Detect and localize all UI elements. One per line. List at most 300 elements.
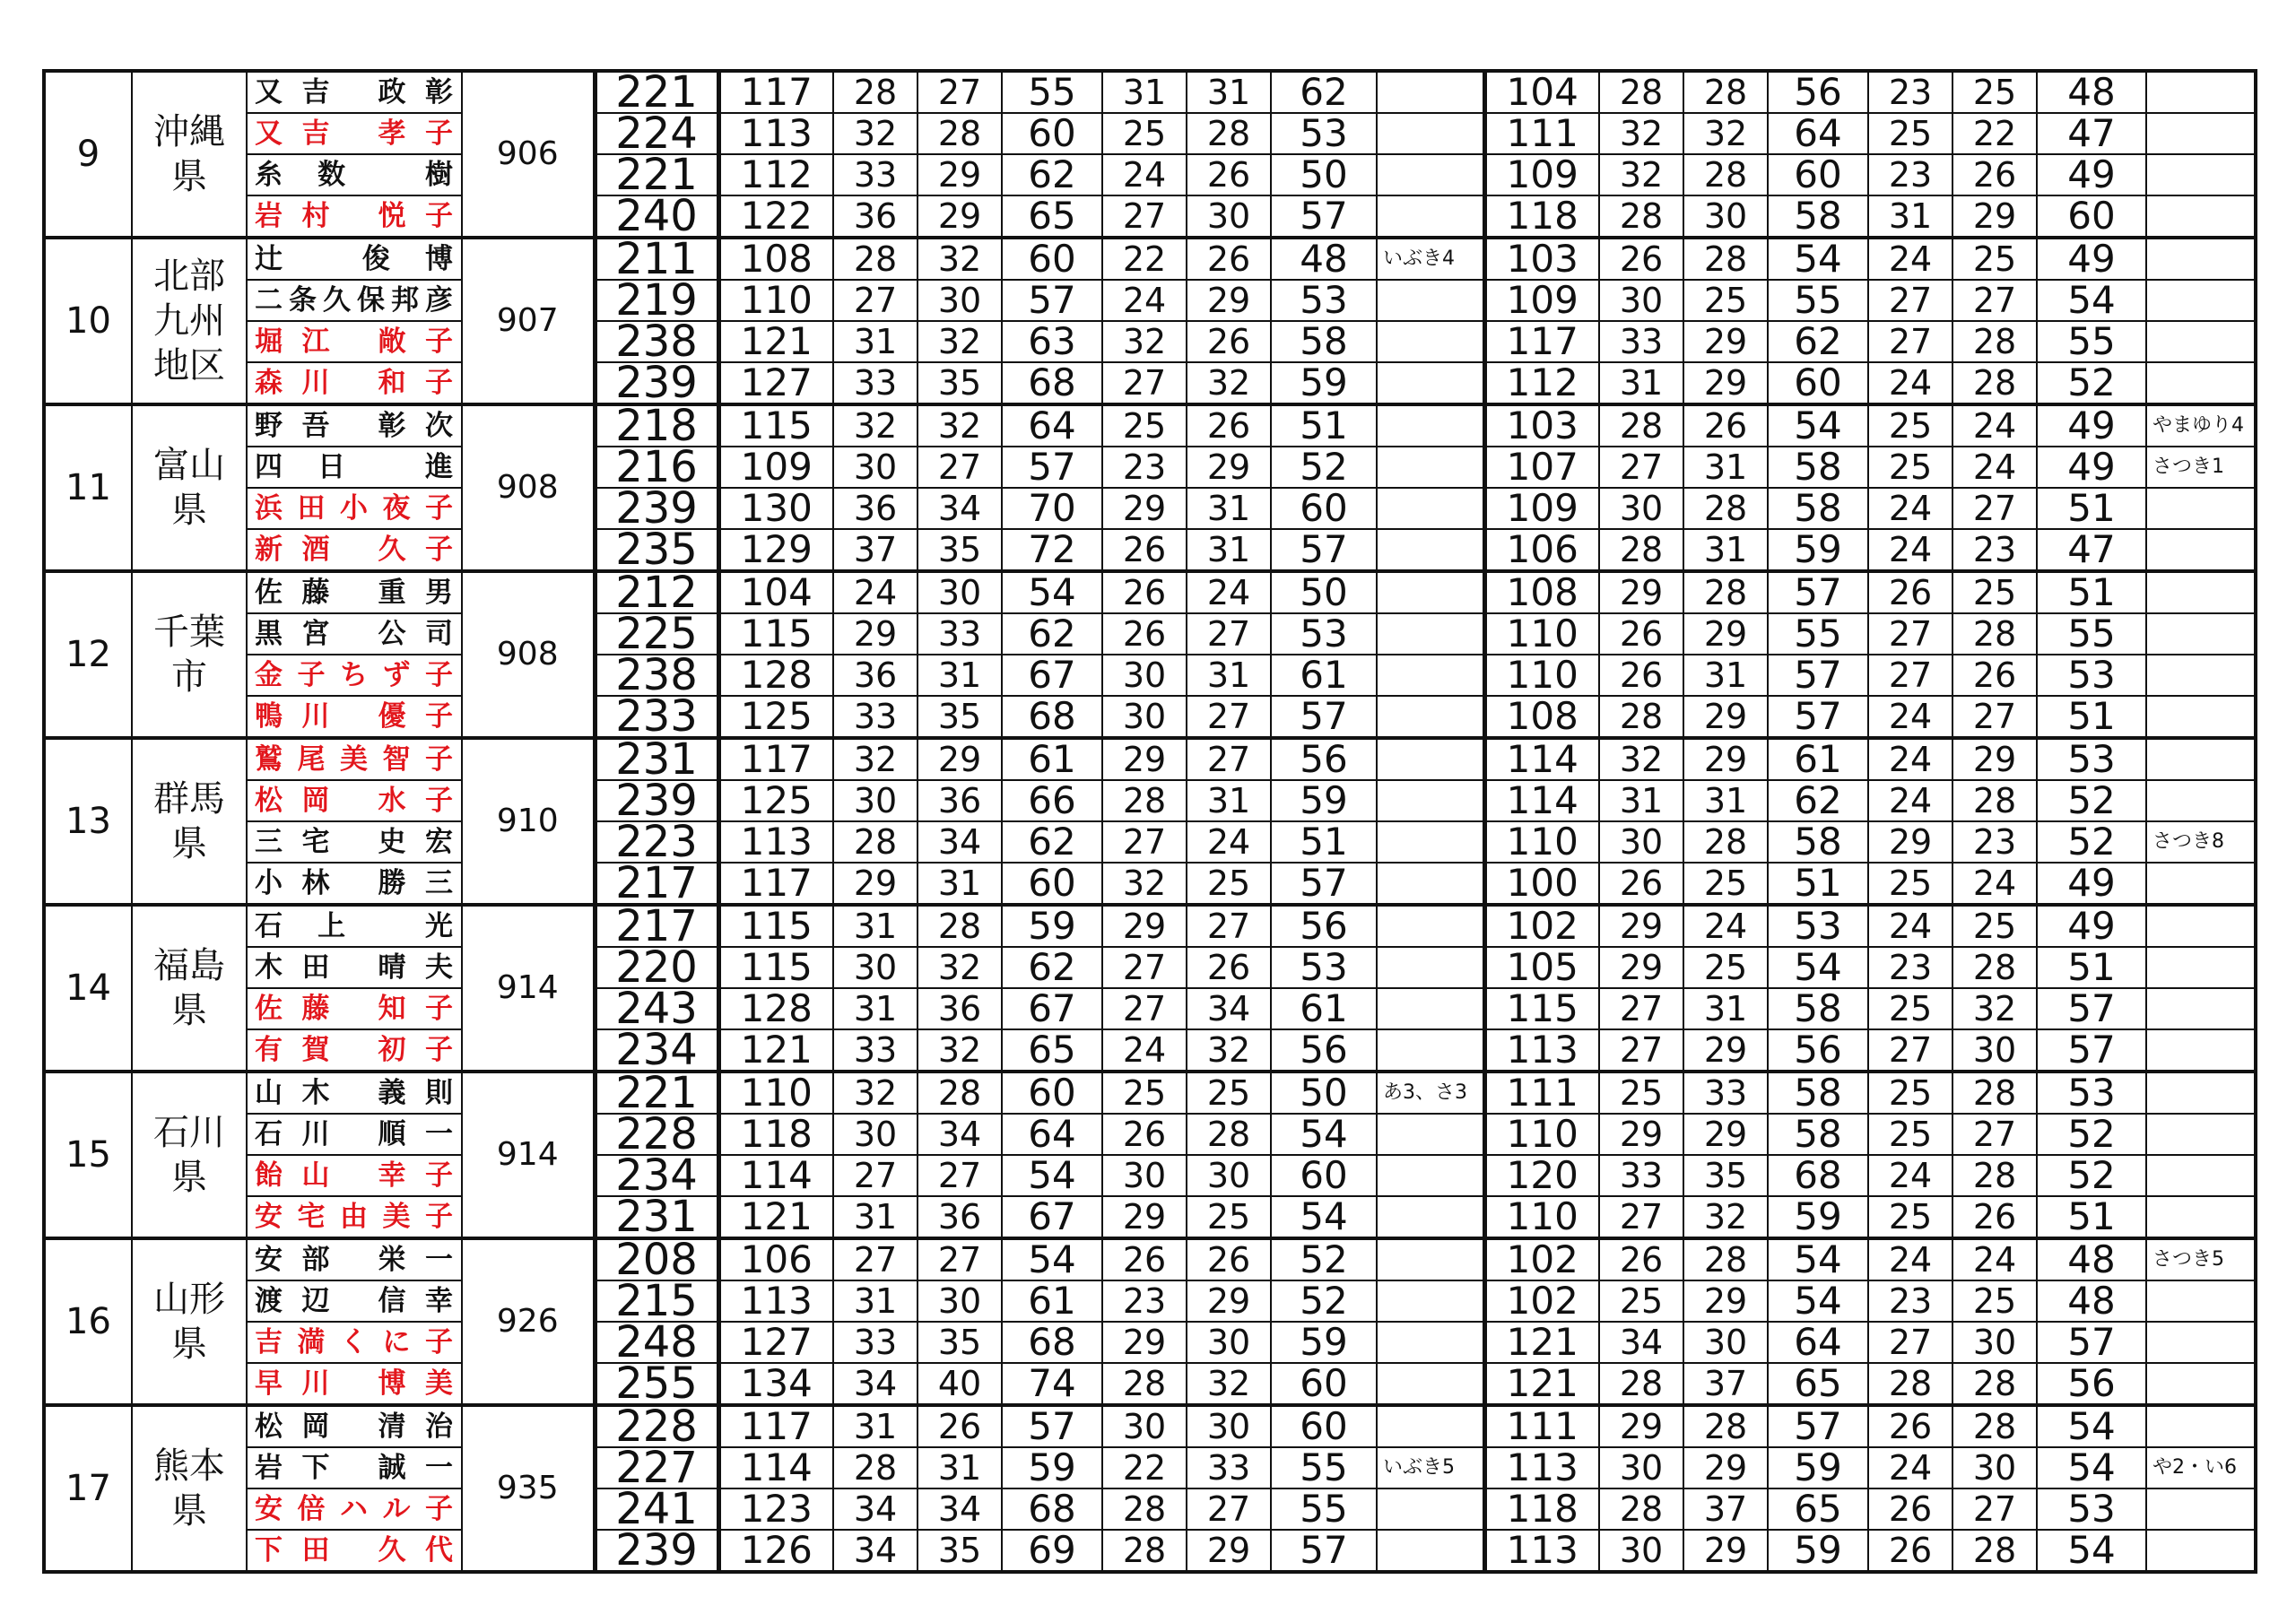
round2-subtotal: 49 (2037, 404, 2146, 447)
round1-subtotal: 62 (1002, 821, 1102, 863)
player-total: 243 (595, 988, 718, 1029)
round1-score: 30 (1102, 1405, 1187, 1447)
player-name: 堀江 敞子 (247, 321, 462, 362)
round1-subtotal: 54 (1002, 1238, 1102, 1280)
round1-score: 28 (1102, 780, 1187, 821)
round2-score: 26 (1599, 613, 1683, 655)
round2-total: 111 (1484, 1405, 1599, 1447)
table-row (44, 1530, 2256, 1572)
round2-total: 112 (1484, 362, 1599, 404)
round1-note (1377, 1405, 1484, 1447)
table-row (44, 321, 2256, 362)
player-total: 248 (595, 1322, 718, 1363)
round1-score: 32 (833, 404, 918, 447)
player-total: 235 (595, 529, 718, 571)
round2-total: 111 (1484, 1072, 1599, 1114)
round1-note (1377, 404, 1484, 447)
round1-note: あ3、さ3 (1377, 1072, 1484, 1114)
round1-score: 31 (918, 655, 1002, 696)
round2-subtotal: 56 (1768, 71, 1868, 113)
round2-subtotal: 49 (2037, 238, 2146, 280)
round1-score: 32 (918, 404, 1002, 447)
round1-note (1377, 863, 1484, 905)
round1-subtotal: 70 (1002, 488, 1102, 529)
round1-score: 26 (1187, 404, 1271, 447)
round1-subtotal: 57 (1002, 447, 1102, 488)
round2-score: 24 (1868, 488, 1952, 529)
round1-score: 34 (918, 1114, 1002, 1155)
round2-score: 28 (1599, 696, 1683, 738)
round2-subtotal: 65 (1768, 1363, 1868, 1405)
round2-note (2146, 238, 2256, 280)
round2-total: 104 (1484, 71, 1599, 113)
round2-score: 29 (1599, 1405, 1683, 1447)
player-name: 飴山 幸子 (247, 1155, 462, 1196)
player-total: 208 (595, 1238, 718, 1280)
round1-score: 31 (833, 1196, 918, 1238)
player-name: 安倍ハル子 (247, 1488, 462, 1530)
round1-score: 27 (1187, 613, 1271, 655)
team-total-cell: 907 (462, 238, 595, 404)
round2-note (2146, 613, 2256, 655)
round1-total: 130 (718, 488, 833, 529)
round1-score: 32 (918, 947, 1002, 988)
round1-score: 28 (918, 113, 1002, 154)
round2-subtotal: 48 (2037, 71, 2146, 113)
round1-score: 25 (1187, 863, 1271, 905)
round1-score: 30 (1102, 696, 1187, 738)
rank-cell: 14 (44, 905, 132, 1072)
round2-subtotal: 52 (2037, 1155, 2146, 1196)
round2-note (2146, 1155, 2256, 1196)
round1-subtotal: 74 (1002, 1363, 1102, 1405)
round2-subtotal: 54 (1768, 947, 1868, 988)
round2-note (2146, 280, 2256, 321)
round2-score: 30 (1952, 1447, 2037, 1488)
round2-total: 107 (1484, 447, 1599, 488)
round1-score: 24 (833, 571, 918, 613)
player-name: 佐藤 重男 (247, 571, 462, 613)
round2-score: 28 (1599, 195, 1683, 238)
table-row (44, 1029, 2256, 1072)
player-name: 松岡 水子 (247, 780, 462, 821)
round2-note (2146, 1363, 2256, 1405)
round1-total: 113 (718, 113, 833, 154)
round1-note (1377, 1238, 1484, 1280)
round2-total: 109 (1484, 488, 1599, 529)
round1-note (1377, 988, 1484, 1029)
round1-subtotal: 55 (1002, 71, 1102, 113)
round2-note (2146, 1322, 2256, 1363)
round2-subtotal: 57 (1768, 1405, 1868, 1447)
round1-score: 34 (1187, 988, 1271, 1029)
round2-score: 28 (1952, 362, 2037, 404)
round2-subtotal: 51 (2037, 1196, 2146, 1238)
round2-score: 25 (1868, 1196, 1952, 1238)
round1-score: 35 (918, 1530, 1002, 1572)
round1-score: 29 (833, 613, 918, 655)
round1-subtotal: 59 (1271, 780, 1377, 821)
round2-score: 25 (1868, 863, 1952, 905)
round2-score: 25 (1683, 947, 1768, 988)
round1-subtotal: 64 (1002, 1114, 1102, 1155)
round2-subtotal: 51 (2037, 571, 2146, 613)
round2-note (2146, 113, 2256, 154)
round2-total: 110 (1484, 613, 1599, 655)
round2-score: 23 (1868, 1280, 1952, 1322)
player-name: 二条久保邦彦 (247, 280, 462, 321)
round1-subtotal: 57 (1271, 529, 1377, 571)
round1-score: 34 (918, 821, 1002, 863)
round2-score: 29 (1599, 905, 1683, 947)
round2-note (2146, 696, 2256, 738)
round1-subtotal: 51 (1271, 404, 1377, 447)
round1-score: 28 (1102, 1363, 1187, 1405)
round1-subtotal: 59 (1002, 1447, 1102, 1488)
round1-total: 129 (718, 529, 833, 571)
round1-score: 31 (1102, 71, 1187, 113)
round2-subtotal: 55 (1768, 613, 1868, 655)
round1-score: 27 (918, 447, 1002, 488)
round1-score: 28 (918, 905, 1002, 947)
round2-subtotal: 49 (2037, 447, 2146, 488)
round1-subtotal: 53 (1271, 613, 1377, 655)
round2-total: 100 (1484, 863, 1599, 905)
round1-note (1377, 738, 1484, 780)
round1-total: 117 (718, 71, 833, 113)
round2-score: 34 (1599, 1322, 1683, 1363)
round1-score: 29 (1102, 1196, 1187, 1238)
round2-note (2146, 1280, 2256, 1322)
round2-score: 25 (1952, 571, 2037, 613)
round2-score: 33 (1599, 1155, 1683, 1196)
round2-score: 24 (1952, 863, 2037, 905)
round1-note: いぶき5 (1377, 1447, 1484, 1488)
round2-subtotal: 65 (1768, 1488, 1868, 1530)
round2-score: 24 (1868, 696, 1952, 738)
round1-subtotal: 72 (1002, 529, 1102, 571)
round1-score: 27 (1187, 738, 1271, 780)
player-total: 234 (595, 1155, 718, 1196)
round2-score: 27 (1599, 447, 1683, 488)
round1-note (1377, 696, 1484, 738)
round1-subtotal: 68 (1002, 1322, 1102, 1363)
round2-score: 24 (1868, 238, 1952, 280)
round2-note: やまゆり4 (2146, 404, 2256, 447)
table-row (44, 1280, 2256, 1322)
round2-note (2146, 988, 2256, 1029)
round1-score: 27 (1102, 947, 1187, 988)
round1-note (1377, 1155, 1484, 1196)
round1-score: 32 (1102, 863, 1187, 905)
round1-score: 33 (833, 696, 918, 738)
round1-subtotal: 62 (1002, 613, 1102, 655)
round2-subtotal: 64 (1768, 1322, 1868, 1363)
round2-score: 37 (1683, 1363, 1768, 1405)
player-total: 225 (595, 613, 718, 655)
round2-total: 113 (1484, 1029, 1599, 1072)
round1-subtotal: 57 (1271, 1530, 1377, 1572)
round1-score: 29 (1102, 488, 1187, 529)
round1-subtotal: 59 (1002, 905, 1102, 947)
table-row (44, 447, 2256, 488)
round1-score: 26 (1187, 947, 1271, 988)
round2-score: 24 (1868, 905, 1952, 947)
round2-score: 30 (1683, 195, 1768, 238)
round2-subtotal: 57 (2037, 1029, 2146, 1072)
round1-score: 30 (1187, 1155, 1271, 1196)
round2-score: 28 (1952, 1530, 2037, 1572)
round1-total: 108 (718, 238, 833, 280)
table-row (44, 238, 2256, 280)
round2-note (2146, 905, 2256, 947)
round1-note: いぶき4 (1377, 238, 1484, 280)
round1-subtotal: 56 (1271, 1029, 1377, 1072)
round1-score: 32 (833, 738, 918, 780)
round1-note (1377, 821, 1484, 863)
round2-total: 103 (1484, 238, 1599, 280)
player-total: 231 (595, 1196, 718, 1238)
player-name: 有賀 初子 (247, 1029, 462, 1072)
table-row (44, 280, 2256, 321)
round2-note: や2・い6 (2146, 1447, 2256, 1488)
round2-note: さつき5 (2146, 1238, 2256, 1280)
round1-note (1377, 1530, 1484, 1572)
player-total: 228 (595, 1114, 718, 1155)
round1-subtotal: 54 (1002, 571, 1102, 613)
round1-note (1377, 1114, 1484, 1155)
rank-cell: 16 (44, 1238, 132, 1405)
round1-note (1377, 321, 1484, 362)
round2-subtotal: 59 (1768, 1447, 1868, 1488)
round2-score: 25 (1868, 447, 1952, 488)
round2-note (2146, 154, 2256, 195)
round1-subtotal: 60 (1271, 1405, 1377, 1447)
round2-subtotal: 47 (2037, 529, 2146, 571)
round2-subtotal: 64 (1768, 113, 1868, 154)
round2-note (2146, 1530, 2256, 1572)
round1-score: 26 (1187, 154, 1271, 195)
player-name: 松岡 清治 (247, 1405, 462, 1447)
round1-note (1377, 71, 1484, 113)
round2-score: 28 (1599, 404, 1683, 447)
round2-score: 31 (1683, 529, 1768, 571)
round1-subtotal: 53 (1271, 947, 1377, 988)
round1-total: 115 (718, 404, 833, 447)
round2-score: 27 (1952, 1488, 2037, 1530)
round1-subtotal: 53 (1271, 280, 1377, 321)
player-total: 212 (595, 571, 718, 613)
round1-score: 30 (1102, 1155, 1187, 1196)
round1-total: 125 (718, 780, 833, 821)
round1-subtotal: 52 (1271, 1238, 1377, 1280)
round1-score: 30 (833, 947, 918, 988)
prefecture-cell: 富山県 (132, 404, 247, 571)
player-name: 岩下 誠一 (247, 1447, 462, 1488)
round2-score: 29 (1683, 1447, 1768, 1488)
round2-score: 27 (1868, 1322, 1952, 1363)
player-total: 239 (595, 780, 718, 821)
round1-score: 26 (1102, 1114, 1187, 1155)
round2-score: 26 (1599, 1238, 1683, 1280)
round1-note (1377, 280, 1484, 321)
round1-note (1377, 1322, 1484, 1363)
round1-score: 24 (1187, 571, 1271, 613)
round2-total: 118 (1484, 1488, 1599, 1530)
round2-subtotal: 54 (1768, 404, 1868, 447)
player-name: 安宅由美子 (247, 1196, 462, 1238)
round2-score: 26 (1599, 863, 1683, 905)
round1-subtotal: 50 (1271, 154, 1377, 195)
team-total-cell: 906 (462, 71, 595, 238)
round2-score: 26 (1599, 655, 1683, 696)
round2-note (2146, 488, 2256, 529)
round1-score: 27 (918, 1238, 1002, 1280)
round1-score: 30 (1187, 1322, 1271, 1363)
round2-score: 28 (1952, 321, 2037, 362)
team-total-cell: 910 (462, 738, 595, 905)
rank-cell: 17 (44, 1405, 132, 1572)
round1-note (1377, 1488, 1484, 1530)
round2-subtotal: 59 (1768, 1530, 1868, 1572)
player-name: 山木 義則 (247, 1072, 462, 1114)
round2-score: 28 (1683, 238, 1768, 280)
round2-total: 120 (1484, 1155, 1599, 1196)
round1-subtotal: 57 (1271, 696, 1377, 738)
round2-subtotal: 59 (1768, 1196, 1868, 1238)
round1-total: 113 (718, 1280, 833, 1322)
round2-score: 29 (1952, 738, 2037, 780)
round1-score: 35 (918, 529, 1002, 571)
table-row (44, 362, 2256, 404)
round1-score: 29 (1102, 905, 1187, 947)
round1-subtotal: 66 (1002, 780, 1102, 821)
round2-subtotal: 49 (2037, 863, 2146, 905)
round1-score: 27 (1102, 362, 1187, 404)
round1-total: 118 (718, 1114, 833, 1155)
round2-subtotal: 54 (1768, 238, 1868, 280)
round2-subtotal: 62 (1768, 780, 1868, 821)
round1-subtotal: 50 (1271, 1072, 1377, 1114)
round1-total: 134 (718, 1363, 833, 1405)
round2-score: 29 (1683, 1029, 1768, 1072)
round1-score: 36 (833, 195, 918, 238)
round2-score: 25 (1868, 988, 1952, 1029)
player-name: 石上 光 (247, 905, 462, 947)
round1-score: 28 (1187, 1114, 1271, 1155)
round2-score: 24 (1952, 404, 2037, 447)
prefecture-cell: 群馬県 (132, 738, 247, 905)
player-total: 228 (595, 1405, 718, 1447)
round2-score: 27 (1599, 1196, 1683, 1238)
player-total: 223 (595, 821, 718, 863)
round2-total: 109 (1484, 154, 1599, 195)
round2-score: 24 (1868, 1447, 1952, 1488)
round2-score: 27 (1868, 280, 1952, 321)
round2-subtotal: 57 (2037, 1322, 2146, 1363)
round2-note (2146, 321, 2256, 362)
round1-score: 37 (833, 529, 918, 571)
round1-score: 27 (1102, 988, 1187, 1029)
round2-note (2146, 863, 2256, 905)
round2-score: 27 (1952, 1114, 2037, 1155)
round1-score: 29 (1187, 1280, 1271, 1322)
round2-total: 103 (1484, 404, 1599, 447)
round2-score: 32 (1952, 988, 2037, 1029)
player-name: 野吾 彰次 (247, 404, 462, 447)
player-name: 辻 俊博 (247, 238, 462, 280)
player-name: 早川 博美 (247, 1363, 462, 1405)
round2-score: 25 (1868, 1072, 1952, 1114)
round2-score: 25 (1599, 1280, 1683, 1322)
round2-score: 28 (1952, 613, 2037, 655)
player-name: 糸数 樹 (247, 154, 462, 195)
round2-subtotal: 53 (1768, 905, 1868, 947)
round2-total: 102 (1484, 905, 1599, 947)
round1-total: 122 (718, 195, 833, 238)
player-name: 森川 和子 (247, 362, 462, 404)
round2-score: 25 (1599, 1072, 1683, 1114)
round2-subtotal: 55 (2037, 321, 2146, 362)
round2-total: 113 (1484, 1447, 1599, 1488)
round1-score: 26 (1102, 613, 1187, 655)
round2-subtotal: 54 (2037, 1405, 2146, 1447)
round2-score: 26 (1952, 154, 2037, 195)
round2-score: 29 (1683, 362, 1768, 404)
player-name: 鷲尾美智子 (247, 738, 462, 780)
round1-subtotal: 67 (1002, 1196, 1102, 1238)
round1-score: 35 (918, 362, 1002, 404)
round1-subtotal: 61 (1271, 655, 1377, 696)
player-name: 又吉 政彰 (247, 71, 462, 113)
round2-subtotal: 58 (1768, 195, 1868, 238)
player-total: 217 (595, 905, 718, 947)
round2-note (2146, 738, 2256, 780)
round1-subtotal: 67 (1002, 988, 1102, 1029)
round2-subtotal: 51 (2037, 696, 2146, 738)
round2-score: 27 (1868, 321, 1952, 362)
round2-score: 24 (1868, 529, 1952, 571)
round2-total: 106 (1484, 529, 1599, 571)
round2-score: 29 (1683, 321, 1768, 362)
round1-note (1377, 1280, 1484, 1322)
round2-subtotal: 54 (2037, 1447, 2146, 1488)
round1-score: 33 (833, 154, 918, 195)
round1-subtotal: 57 (1002, 1405, 1102, 1447)
round2-score: 26 (1952, 655, 2037, 696)
round2-subtotal: 54 (2037, 1530, 2146, 1572)
round1-subtotal: 60 (1002, 238, 1102, 280)
round1-total: 121 (718, 1029, 833, 1072)
round1-subtotal: 59 (1271, 1322, 1377, 1363)
round1-subtotal: 50 (1271, 571, 1377, 613)
round2-subtotal: 55 (1768, 280, 1868, 321)
round1-score: 33 (833, 1322, 918, 1363)
round2-total: 114 (1484, 738, 1599, 780)
team-total-cell: 914 (462, 905, 595, 1072)
round2-note (2146, 780, 2256, 821)
round1-score: 31 (833, 1405, 918, 1447)
round1-score: 25 (1187, 1072, 1271, 1114)
round1-score: 27 (918, 1155, 1002, 1196)
round2-score: 32 (1599, 154, 1683, 195)
round2-score: 27 (1599, 1029, 1683, 1072)
round2-note: さつき8 (2146, 821, 2256, 863)
round1-note (1377, 1029, 1484, 1072)
round2-score: 29 (1599, 947, 1683, 988)
round1-subtotal: 64 (1002, 404, 1102, 447)
prefecture-cell: 千葉市 (132, 571, 247, 738)
